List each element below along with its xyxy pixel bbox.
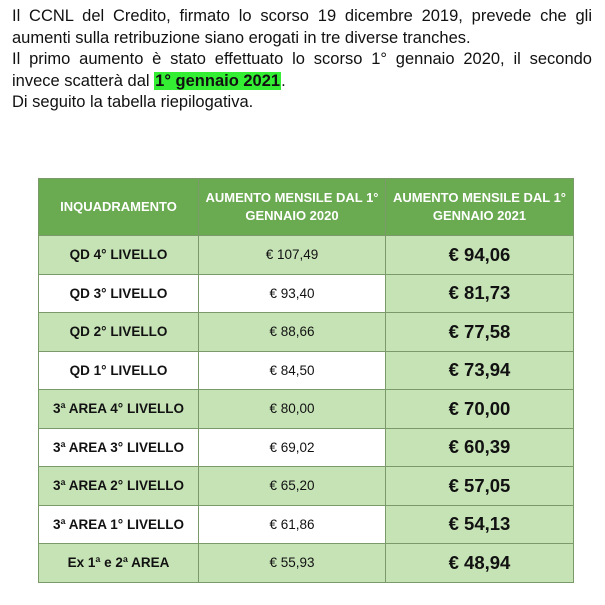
- intro-paragraph-2-start: Il primo aumento è stato effettuato lo scorso 1° gennaio 2020, il secondo invece scatterà dal: [12, 50, 592, 90]
- header-increase-2021: AUMENTO MENSILE DAL 1° GENNAIO 2021: [386, 179, 574, 236]
- table-row: [39, 505, 574, 544]
- cell-increase-2020: € 61,86: [199, 505, 386, 544]
- table-row: [39, 274, 574, 313]
- header-level: INQUADRAMENTO: [39, 179, 199, 236]
- cell-increase-2021: € 77,58: [386, 313, 574, 352]
- cell-increase-2021: € 60,39: [386, 428, 574, 467]
- table-row: [39, 467, 574, 506]
- cell-increase-2021: € 57,05: [386, 467, 574, 506]
- cell-increase-2021: € 94,06: [386, 236, 574, 275]
- cell-level: 3ª AREA 2° LIVELLO: [39, 467, 199, 506]
- cell-increase-2021: € 48,94: [386, 544, 574, 583]
- cell-level: QD 4° LIVELLO: [39, 236, 199, 275]
- table-row: [39, 544, 574, 583]
- cell-increase-2020: € 107,49: [199, 236, 386, 275]
- intro-paragraph-2-end: .: [281, 71, 286, 90]
- cell-increase-2020: € 88,66: [199, 313, 386, 352]
- cell-increase-2020: € 65,20: [199, 467, 386, 506]
- table-header-row: [39, 179, 574, 236]
- cell-level: QD 2° LIVELLO: [39, 313, 199, 352]
- cell-increase-2020: € 69,02: [199, 428, 386, 467]
- table-row: [39, 428, 574, 467]
- cell-increase-2021: € 54,13: [386, 505, 574, 544]
- increase-table: [38, 178, 574, 583]
- cell-increase-2020: € 80,00: [199, 390, 386, 429]
- cell-level: Ex 1ª e 2ª AREA: [39, 544, 199, 583]
- cell-level: QD 1° LIVELLO: [39, 351, 199, 390]
- intro-paragraph-3: Di seguito la tabella riepilogativa.: [12, 93, 254, 111]
- cell-level: QD 3° LIVELLO: [39, 274, 199, 313]
- table-row: [39, 390, 574, 429]
- table-row: [39, 313, 574, 352]
- intro-paragraph-2: [12, 49, 592, 92]
- header-increase-2020: AUMENTO MENSILE DAL 1° GENNAIO 2020: [199, 179, 386, 236]
- intro-text: [12, 6, 592, 114]
- cell-level: 3ª AREA 3° LIVELLO: [39, 428, 199, 467]
- cell-increase-2021: € 70,00: [386, 390, 574, 429]
- table-row: [39, 351, 574, 390]
- cell-increase-2021: € 81,73: [386, 274, 574, 313]
- highlighted-date: 1° gennaio 2021: [155, 71, 281, 90]
- cell-increase-2020: € 93,40: [199, 274, 386, 313]
- cell-level: 3ª AREA 4° LIVELLO: [39, 390, 199, 429]
- table-row: [39, 236, 574, 275]
- cell-increase-2021: € 73,94: [386, 351, 574, 390]
- cell-increase-2020: € 84,50: [199, 351, 386, 390]
- intro-paragraph-1: Il CCNL del Credito, firmato lo scorso 19 dicembre 2019, prevede che gli aumenti sulla retribuzione siano erogati in tre diverse tranches.: [12, 7, 592, 47]
- cell-level: 3ª AREA 1° LIVELLO: [39, 505, 199, 544]
- cell-increase-2020: € 55,93: [199, 544, 386, 583]
